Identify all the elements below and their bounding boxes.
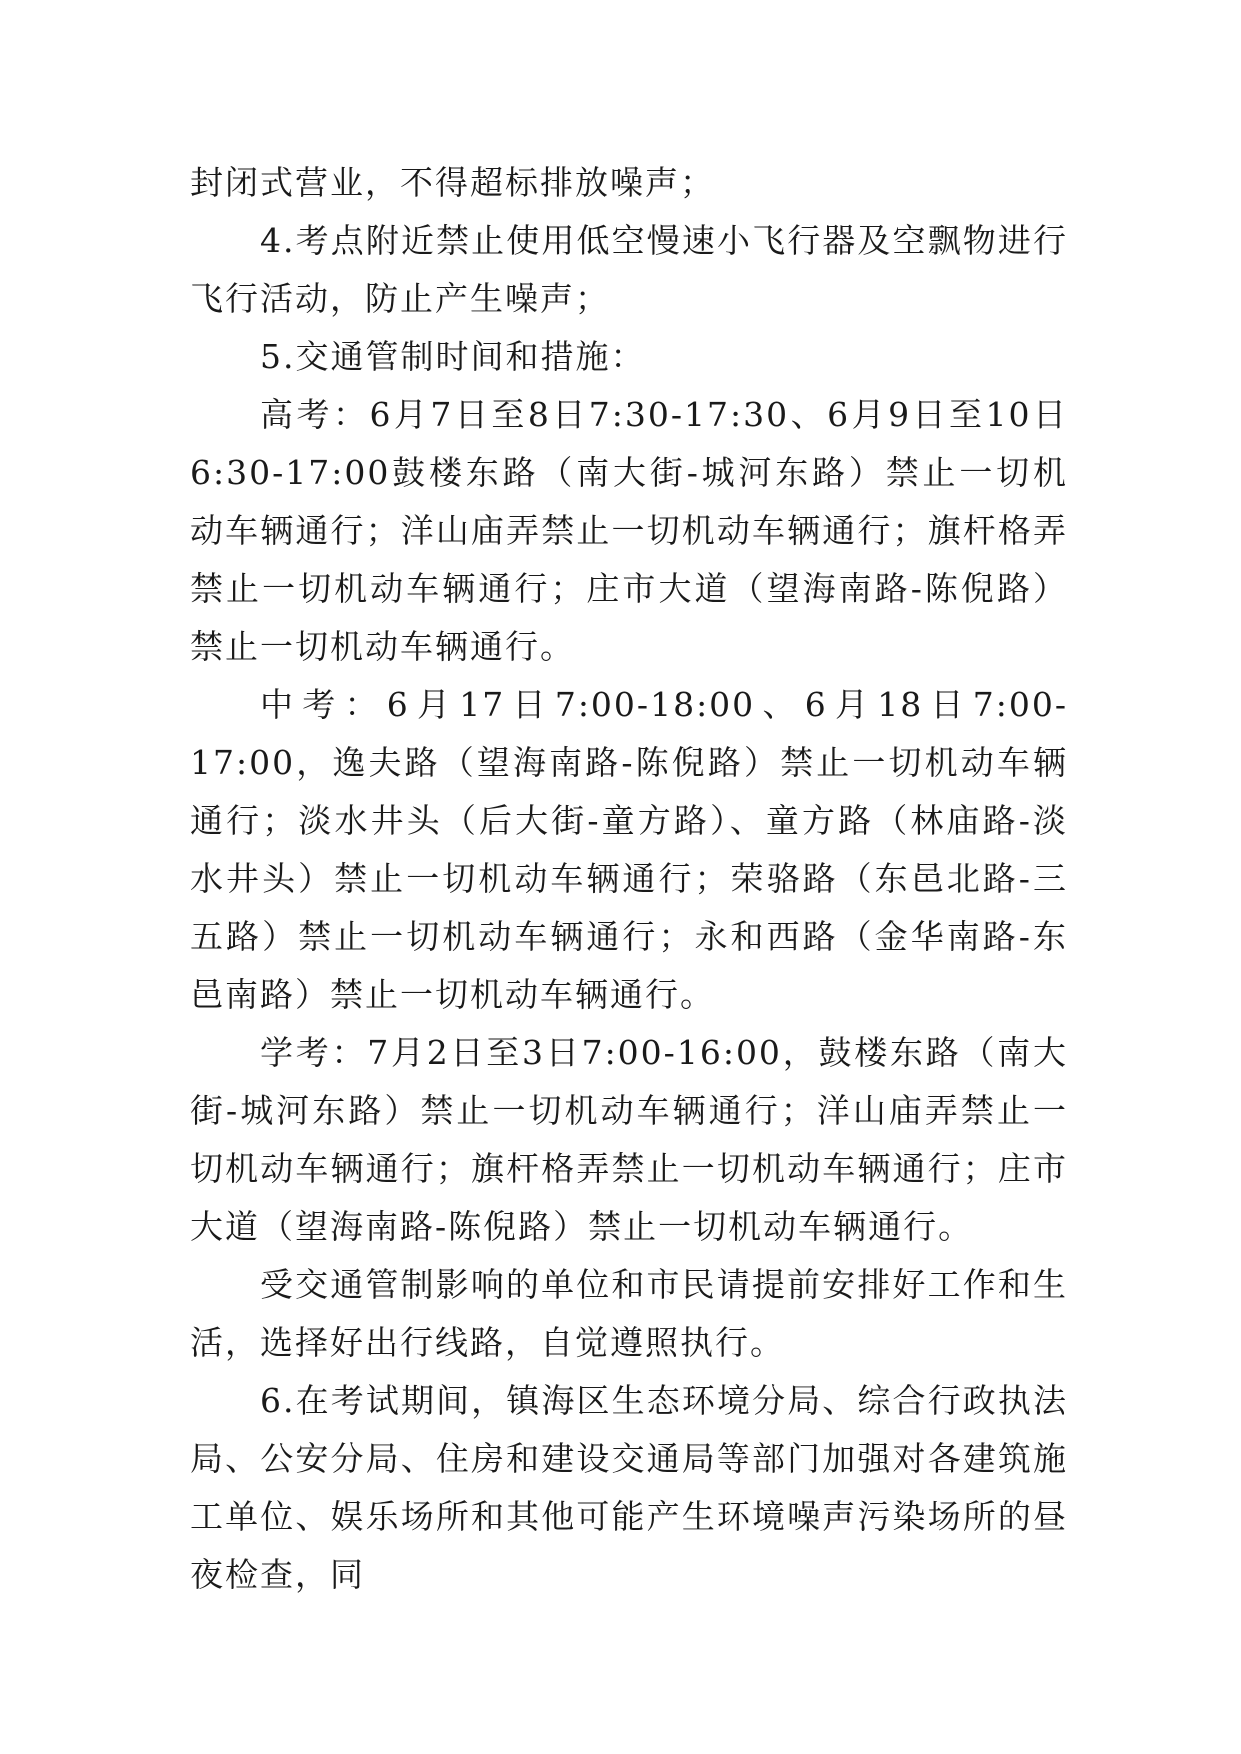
paragraph-item-6: 6.在考试期间，镇海区生态环境分局、综合行政执法局、公安分局、住房和建设交通局等部门加强对各建筑施工单位、娱乐场所和其他可能产生环境噪声污染场所的昼夜检查，同 [190,1381,1068,1594]
paragraph-gaokao: 高考：6月7日至8日7:30-17:30、6月9日至10日6:30-17:00鼓楼东路（南大街-城河东路）禁止一切机动车辆通行；洋山庙弄禁止一切机动车辆通行；旗杆格弄禁止一切机动车辆通行；庄市大道（望海南路-陈倪路）禁止一切机动车辆通行。 [190,395,1068,666]
document-body [190,154,1068,1604]
paragraph-item-4: 4.考点附近禁止使用低空慢速小飞行器及空飘物进行飞行活动，防止产生噪声； [190,221,1068,318]
paragraph-item-5: 5.交通管制时间和措施： [260,337,646,376]
paragraph-xuekao: 学考：7月2日至3日7:00-16:00，鼓楼东路（南大街-城河东路）禁止一切机动车辆通行；洋山庙弄禁止一切机动车辆通行；旗杆格弄禁止一切机动车辆通行；庄市大道（望海南路-陈倪路）禁止一切机动车辆通行。 [190,1033,1068,1246]
paragraph-continuation: 封闭式营业，不得超标排放噪声； [190,163,715,202]
paragraph-zhongkao: 中考：6月17日7:00-18:00、6月18日7:00-17:00，逸夫路（望海南路-陈倪路）禁止一切机动车辆通行；淡水井头（后大街-童方路）、童方路（林庙路-淡水井头）禁止一切机动车辆通行；荣骆路（东邑北路-三五路）禁止一切机动车辆通行；永和西路（金华南路-东邑南路）禁止一切机动车辆通行。 [190,685,1068,1014]
paragraph-notice: 受交通管制影响的单位和市民请提前安排好工作和生活，选择好出行线路，自觉遵照执行。 [190,1265,1068,1362]
